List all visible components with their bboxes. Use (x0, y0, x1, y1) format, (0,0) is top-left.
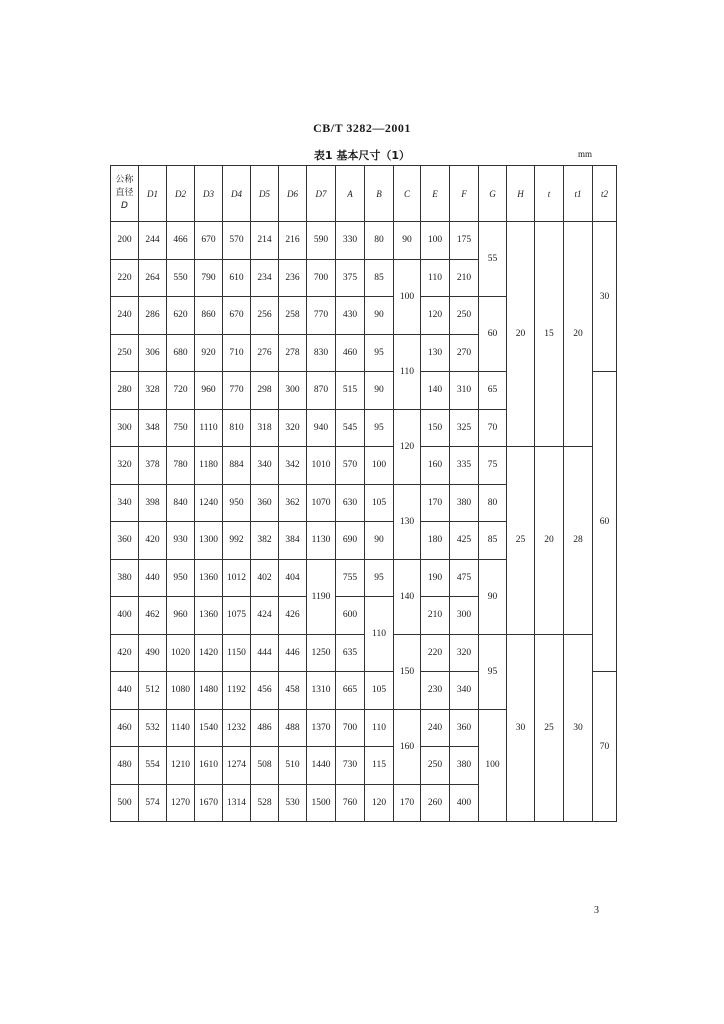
header-g: G (479, 166, 507, 222)
unit-label: mm (578, 149, 593, 159)
cell-d1: 378 (139, 447, 167, 485)
cell-g-merged: 55 (479, 222, 507, 297)
cell-d1: 348 (139, 409, 167, 447)
cell-a: 460 (336, 334, 365, 372)
cell-dn: 240 (111, 297, 139, 335)
cell-d5: 214 (251, 222, 279, 260)
cell-d5: 424 (251, 597, 279, 635)
cell-d5: 256 (251, 297, 279, 335)
cell-g-merged: 100 (479, 709, 507, 822)
cell-c-merged: 140 (394, 559, 421, 634)
cell-f: 475 (450, 559, 479, 597)
table-row (111, 222, 617, 260)
cell-a: 700 (336, 709, 365, 747)
cell-a: 515 (336, 372, 365, 410)
cell-d7-merged: 1190 (307, 559, 336, 634)
cell-d3: 1360 (195, 597, 223, 635)
cell-b: 100 (365, 447, 394, 485)
header-t: t (535, 166, 564, 222)
cell-t1-merged: 20 (564, 222, 593, 447)
cell-f: 335 (450, 447, 479, 485)
cell-d4: 610 (223, 259, 251, 297)
cell-b: 115 (365, 747, 394, 785)
cell-d1: 398 (139, 484, 167, 522)
cell-g-merged: 90 (479, 559, 507, 634)
cell-t2-merged: 30 (593, 222, 617, 372)
cell-d6: 278 (279, 334, 307, 372)
page-number: 3 (594, 905, 599, 916)
cell-d1: 306 (139, 334, 167, 372)
cell-c-merged: 100 (394, 259, 421, 334)
cell-t-merged: 15 (535, 222, 564, 447)
cell-a: 570 (336, 447, 365, 485)
cell-d6: 258 (279, 297, 307, 335)
cell-e: 250 (421, 747, 450, 785)
cell-dn: 250 (111, 334, 139, 372)
cell-f: 425 (450, 522, 479, 560)
cell-b: 110 (365, 709, 394, 747)
cell-dn: 420 (111, 634, 139, 672)
cell-d4: 570 (223, 222, 251, 260)
cell-d3: 790 (195, 259, 223, 297)
header-nominal-diameter: 公称 直径 D (111, 166, 139, 222)
cell-d1: 328 (139, 372, 167, 410)
cell-d7: 830 (307, 334, 336, 372)
header-c: C (394, 166, 421, 222)
cell-d5: 382 (251, 522, 279, 560)
cell-d4: 1150 (223, 634, 251, 672)
cell-d5: 298 (251, 372, 279, 410)
cell-g: 75 (479, 447, 507, 485)
cell-d6: 362 (279, 484, 307, 522)
header-d6: D6 (279, 166, 307, 222)
cell-d5: 402 (251, 559, 279, 597)
cell-d2: 780 (167, 447, 195, 485)
cell-d4: 1314 (223, 784, 251, 822)
cell-b: 95 (365, 334, 394, 372)
cell-dn: 480 (111, 747, 139, 785)
cell-t2-merged: 60 (593, 372, 617, 672)
cell-b: 105 (365, 484, 394, 522)
cell-d2: 680 (167, 334, 195, 372)
header-t2: t2 (593, 166, 617, 222)
cell-d3: 670 (195, 222, 223, 260)
cell-d7: 700 (307, 259, 336, 297)
cell-c-merged: 120 (394, 409, 421, 484)
cell-e: 260 (421, 784, 450, 822)
cell-d1: 264 (139, 259, 167, 297)
cell-d4: 950 (223, 484, 251, 522)
header-f: F (450, 166, 479, 222)
cell-d2: 1140 (167, 709, 195, 747)
cell-f: 400 (450, 784, 479, 822)
cell-a: 430 (336, 297, 365, 335)
cell-d7: 1250 (307, 634, 336, 672)
cell-d6: 510 (279, 747, 307, 785)
cell-dn: 500 (111, 784, 139, 822)
cell-d4: 1232 (223, 709, 251, 747)
cell-d1: 440 (139, 559, 167, 597)
cell-a: 600 (336, 597, 365, 635)
cell-d6: 404 (279, 559, 307, 597)
cell-d1: 574 (139, 784, 167, 822)
cell-d7: 940 (307, 409, 336, 447)
cell-e: 210 (421, 597, 450, 635)
cell-d6: 426 (279, 597, 307, 635)
cell-f: 210 (450, 259, 479, 297)
cell-b-merged: 110 (365, 597, 394, 672)
cell-d5: 528 (251, 784, 279, 822)
cell-a: 630 (336, 484, 365, 522)
cell-b: 80 (365, 222, 394, 260)
cell-d1: 554 (139, 747, 167, 785)
cell-d1: 512 (139, 672, 167, 710)
cell-e: 100 (421, 222, 450, 260)
standard-code: CB/T 3282—2001 (313, 121, 411, 135)
cell-a: 760 (336, 784, 365, 822)
cell-d2: 1210 (167, 747, 195, 785)
cell-d5: 234 (251, 259, 279, 297)
cell-e: 130 (421, 334, 450, 372)
cell-d7: 1010 (307, 447, 336, 485)
cell-c: 90 (394, 222, 421, 260)
cell-f: 380 (450, 747, 479, 785)
cell-g-merged: 60 (479, 297, 507, 372)
cell-d7: 1070 (307, 484, 336, 522)
cell-d7: 590 (307, 222, 336, 260)
cell-dn: 440 (111, 672, 139, 710)
cell-e: 110 (421, 259, 450, 297)
cell-b: 85 (365, 259, 394, 297)
cell-d6: 342 (279, 447, 307, 485)
cell-d4: 884 (223, 447, 251, 485)
cell-d4: 710 (223, 334, 251, 372)
cell-f: 320 (450, 634, 479, 672)
cell-e: 220 (421, 634, 450, 672)
cell-g: 65 (479, 372, 507, 410)
cell-e: 160 (421, 447, 450, 485)
cell-d7: 1370 (307, 709, 336, 747)
cell-d5: 318 (251, 409, 279, 447)
cell-d3: 920 (195, 334, 223, 372)
cell-f: 175 (450, 222, 479, 260)
cell-d5: 486 (251, 709, 279, 747)
cell-a: 330 (336, 222, 365, 260)
cell-d3: 1420 (195, 634, 223, 672)
cell-d7: 1500 (307, 784, 336, 822)
cell-f: 300 (450, 597, 479, 635)
cell-d4: 1075 (223, 597, 251, 635)
cell-d1: 420 (139, 522, 167, 560)
cell-d4: 1192 (223, 672, 251, 710)
cell-a: 690 (336, 522, 365, 560)
cell-c-merged: 160 (394, 709, 421, 784)
cell-d3: 960 (195, 372, 223, 410)
cell-dn: 200 (111, 222, 139, 260)
cell-dn: 280 (111, 372, 139, 410)
cell-dn: 460 (111, 709, 139, 747)
header-d2: D2 (167, 166, 195, 222)
cell-d7: 1310 (307, 672, 336, 710)
header-b: B (365, 166, 394, 222)
cell-d6: 300 (279, 372, 307, 410)
cell-dn: 300 (111, 409, 139, 447)
cell-t2-merged: 70 (593, 672, 617, 822)
cell-d6: 320 (279, 409, 307, 447)
cell-d5: 456 (251, 672, 279, 710)
cell-b: 120 (365, 784, 394, 822)
cell-t1-merged: 30 (564, 634, 593, 822)
cell-d1: 532 (139, 709, 167, 747)
cell-dn: 400 (111, 597, 139, 635)
cell-b: 95 (365, 409, 394, 447)
cell-e: 230 (421, 672, 450, 710)
header-h: H (507, 166, 535, 222)
header-t1: t1 (564, 166, 593, 222)
cell-d1: 286 (139, 297, 167, 335)
cell-b: 90 (365, 372, 394, 410)
cell-d3: 1480 (195, 672, 223, 710)
cell-d6: 446 (279, 634, 307, 672)
cell-d2: 840 (167, 484, 195, 522)
cell-c-merged: 130 (394, 484, 421, 559)
cell-d2: 1270 (167, 784, 195, 822)
cell-h-merged: 30 (507, 634, 535, 822)
header-a: A (336, 166, 365, 222)
cell-b: 105 (365, 672, 394, 710)
cell-g-merged: 95 (479, 634, 507, 709)
cell-d7: 1130 (307, 522, 336, 560)
cell-d2: 750 (167, 409, 195, 447)
cell-dn: 340 (111, 484, 139, 522)
header-d5: D5 (251, 166, 279, 222)
cell-d1: 490 (139, 634, 167, 672)
cell-a: 545 (336, 409, 365, 447)
cell-d6: 216 (279, 222, 307, 260)
header-e: E (421, 166, 450, 222)
cell-d4: 1274 (223, 747, 251, 785)
header-d7: D7 (307, 166, 336, 222)
cell-t-merged: 25 (535, 634, 564, 822)
cell-d3: 1300 (195, 522, 223, 560)
cell-d2: 1080 (167, 672, 195, 710)
cell-c: 170 (394, 784, 421, 822)
cell-g: 80 (479, 484, 507, 522)
cell-d7: 870 (307, 372, 336, 410)
cell-d4: 992 (223, 522, 251, 560)
cell-d3: 1180 (195, 447, 223, 485)
cell-e: 120 (421, 297, 450, 335)
cell-f: 270 (450, 334, 479, 372)
table-row (111, 634, 617, 672)
cell-d2: 466 (167, 222, 195, 260)
cell-d6: 236 (279, 259, 307, 297)
table-row (111, 447, 617, 485)
cell-dn: 360 (111, 522, 139, 560)
cell-g: 85 (479, 522, 507, 560)
cell-e: 240 (421, 709, 450, 747)
cell-dn: 380 (111, 559, 139, 597)
header-row (111, 166, 617, 222)
cell-f: 360 (450, 709, 479, 747)
cell-d5: 340 (251, 447, 279, 485)
cell-a: 665 (336, 672, 365, 710)
cell-d3: 1670 (195, 784, 223, 822)
cell-e: 140 (421, 372, 450, 410)
cell-d2: 550 (167, 259, 195, 297)
cell-t1-merged: 28 (564, 447, 593, 635)
cell-d5: 444 (251, 634, 279, 672)
cell-f: 340 (450, 672, 479, 710)
cell-d4: 810 (223, 409, 251, 447)
cell-e: 170 (421, 484, 450, 522)
cell-d5: 508 (251, 747, 279, 785)
cell-f: 325 (450, 409, 479, 447)
cell-d5: 276 (251, 334, 279, 372)
cell-d3: 1240 (195, 484, 223, 522)
cell-a: 755 (336, 559, 365, 597)
cell-b: 90 (365, 522, 394, 560)
cell-d6: 384 (279, 522, 307, 560)
cell-d4: 670 (223, 297, 251, 335)
cell-h-merged: 20 (507, 222, 535, 447)
cell-f: 250 (450, 297, 479, 335)
cell-dn: 220 (111, 259, 139, 297)
header-d4: D4 (223, 166, 251, 222)
cell-d3: 860 (195, 297, 223, 335)
cell-d3: 1610 (195, 747, 223, 785)
cell-e: 150 (421, 409, 450, 447)
header-d1: D1 (139, 166, 167, 222)
dimensions-table (110, 165, 617, 822)
cell-d2: 620 (167, 297, 195, 335)
cell-d1: 244 (139, 222, 167, 260)
cell-d1: 462 (139, 597, 167, 635)
cell-h-merged: 25 (507, 447, 535, 635)
cell-d6: 488 (279, 709, 307, 747)
cell-f: 310 (450, 372, 479, 410)
cell-e: 180 (421, 522, 450, 560)
cell-d6: 458 (279, 672, 307, 710)
cell-d2: 720 (167, 372, 195, 410)
cell-d4: 1012 (223, 559, 251, 597)
cell-f: 380 (450, 484, 479, 522)
cell-c-merged: 110 (394, 334, 421, 409)
cell-d2: 930 (167, 522, 195, 560)
header-d3: D3 (195, 166, 223, 222)
cell-d7: 770 (307, 297, 336, 335)
cell-d2: 1020 (167, 634, 195, 672)
cell-a: 635 (336, 634, 365, 672)
cell-a: 375 (336, 259, 365, 297)
cell-d3: 1360 (195, 559, 223, 597)
cell-b: 95 (365, 559, 394, 597)
cell-d2: 960 (167, 597, 195, 635)
cell-d3: 1540 (195, 709, 223, 747)
cell-c-merged: 150 (394, 634, 421, 709)
cell-d5: 360 (251, 484, 279, 522)
cell-d2: 950 (167, 559, 195, 597)
cell-e: 190 (421, 559, 450, 597)
cell-b: 90 (365, 297, 394, 335)
cell-d7: 1440 (307, 747, 336, 785)
cell-a: 730 (336, 747, 365, 785)
cell-d3: 1110 (195, 409, 223, 447)
cell-t-merged: 20 (535, 447, 564, 635)
cell-d4: 770 (223, 372, 251, 410)
cell-dn: 320 (111, 447, 139, 485)
cell-d6: 530 (279, 784, 307, 822)
cell-g: 70 (479, 409, 507, 447)
table-title: 表1 基本尺寸（1） (313, 149, 411, 162)
